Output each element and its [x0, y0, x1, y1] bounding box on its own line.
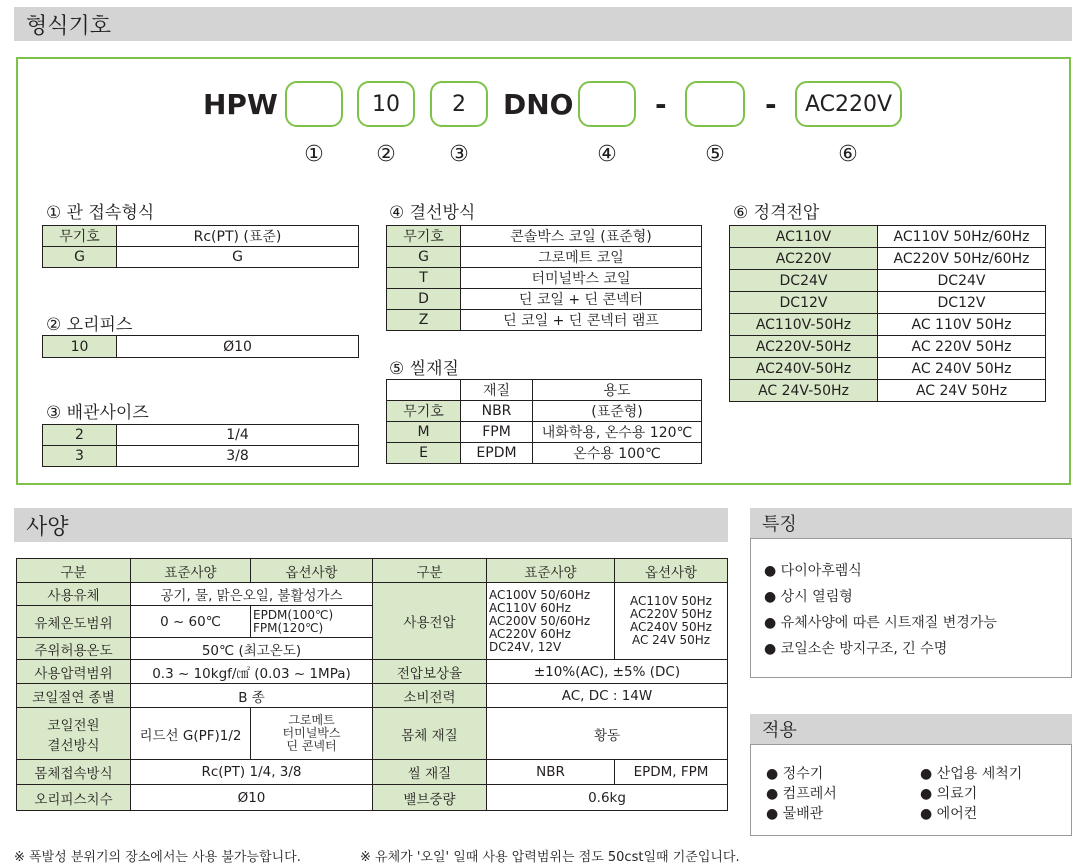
- voltage-opt-line: AC220V 50Hz: [630, 607, 712, 621]
- spec-section-title-bar: [14, 508, 728, 542]
- applications-title: 적용: [762, 720, 797, 741]
- voltage-opt-line: AC 24V 50Hz: [631, 633, 711, 647]
- label-cell: 씰 재질: [373, 760, 487, 785]
- desc-cell: 터미널박스 코일: [461, 268, 702, 289]
- footnote: ※ 폭발성 분위기의 장소에서는 사용 불가능합니다.: [14, 850, 301, 865]
- desc-cell: DC24V: [878, 270, 1046, 292]
- table-row: [43, 336, 359, 358]
- code-cell: 무기호: [387, 401, 461, 422]
- value-cell: 0.3 ~ 10kgf/㎠ (0.03 ~ 1MPa): [131, 660, 373, 684]
- table-row: [387, 247, 702, 268]
- code-cell: AC110V-50Hz: [730, 314, 878, 336]
- value-cell: 50℃ (최고온도): [131, 638, 373, 660]
- desc-cell: AC 110V 50Hz: [878, 314, 1046, 336]
- wiring-title: ④ 결선방식: [389, 203, 476, 223]
- feature-text: 유체사양에 따른 시트재질 변경가능: [780, 615, 997, 631]
- label-line: 결선방식: [47, 737, 100, 754]
- table-row: [43, 247, 359, 268]
- header-cell: 옵션사항: [251, 559, 373, 583]
- application-item: ● 정수기: [766, 766, 824, 782]
- value-cell: 리드선 G(PF)1/2: [131, 708, 251, 760]
- value-cell: ±10%(AC), ±5% (DC): [487, 660, 728, 684]
- desc-cell: Rc(PT) (표준): [117, 226, 359, 247]
- usage-cell: 내화학용, 온수용 120℃: [533, 422, 702, 443]
- features-list-item: ● 유체사양에 따른 시트재질 변경가능: [764, 615, 997, 631]
- code-cell: E: [387, 443, 461, 464]
- table-row: [387, 226, 702, 247]
- table-row: [387, 422, 702, 443]
- table-row: [730, 314, 1046, 336]
- option-line: 딘 콘넥터: [286, 739, 337, 753]
- code-cell: 2: [43, 425, 117, 446]
- value-cell: 0.6kg: [487, 785, 728, 811]
- code-cell: 무기호: [387, 226, 461, 247]
- code-num-3: ③: [449, 142, 469, 167]
- code-cell: DC12V: [730, 292, 878, 314]
- code-slot-5: [685, 81, 745, 127]
- label-cell: 코일절연 종별: [17, 684, 131, 708]
- desc-cell: Ø10: [117, 336, 359, 358]
- table-row: [17, 583, 728, 606]
- table-row: [387, 268, 702, 289]
- features-title-bar: [750, 508, 1072, 538]
- wiring-table: [386, 225, 702, 331]
- voltage-std-line: DC24V, 12V: [489, 639, 562, 654]
- desc-cell: AC 220V 50Hz: [878, 336, 1046, 358]
- material-cell: FPM: [461, 422, 533, 443]
- label-cell: 오리피스치수: [17, 785, 131, 811]
- voltage-table: [729, 225, 1046, 402]
- spec-table: [16, 558, 728, 811]
- application-text: 컴프레서: [782, 786, 837, 802]
- model-section-title: 형식기호: [26, 13, 112, 39]
- feature-text: 다이아후렘식: [780, 563, 862, 579]
- value-cell: B 종: [131, 684, 373, 708]
- header-cell: 옵션사항: [615, 559, 728, 583]
- code-cell: AC240V-50Hz: [730, 358, 878, 380]
- code-cell: G: [387, 247, 461, 268]
- code-cell: T: [387, 268, 461, 289]
- table-row: [17, 660, 728, 684]
- table-row: [730, 248, 1046, 270]
- application-item: ● 물배관: [766, 806, 824, 822]
- value-cell: 공기, 물, 맑은오일, 불활성가스: [131, 583, 373, 606]
- code-slot-6: AC220V: [795, 81, 902, 127]
- code-dash-2: -: [765, 88, 777, 121]
- desc-cell: DC12V: [878, 292, 1046, 314]
- value-cell: 0 ~ 60℃: [131, 606, 251, 638]
- code-num-4: ④: [597, 142, 617, 167]
- code-cell: AC110V: [730, 226, 878, 248]
- label-cell: [17, 708, 131, 760]
- voltage-opt-line: AC240V 50Hz: [630, 620, 712, 634]
- code-cell: G: [43, 247, 117, 268]
- label-cell: 유체온도범위: [17, 606, 131, 638]
- footnote: ※ 유체가 '오일' 일때 사용 압력범위는 점도 50cst일때 기준입니다.: [360, 850, 740, 865]
- header-cell: [387, 380, 461, 401]
- code-slot-2: 10: [357, 81, 415, 127]
- table-row: [387, 443, 702, 464]
- feature-text: 코일소손 방지구조, 긴 수명: [780, 641, 948, 657]
- code-prefix: HPW: [203, 88, 278, 121]
- feature-text: 상시 열림형: [780, 589, 853, 605]
- table-row: [387, 380, 702, 401]
- value-cell: 황동: [487, 708, 728, 760]
- code-cell: Z: [387, 310, 461, 331]
- voltage-opt-line: AC110V 50Hz: [630, 594, 712, 608]
- label-cell: 사용유체: [17, 583, 131, 606]
- voltage-std-line: AC200V 50/60Hz: [489, 613, 591, 628]
- code-cell: AC220V-50Hz: [730, 336, 878, 358]
- value-cell: AC, DC : 14W: [487, 684, 728, 708]
- header-cell: 구분: [17, 559, 131, 583]
- material-cell: NBR: [461, 401, 533, 422]
- application-text: 에어컨: [936, 806, 978, 822]
- application-text: 정수기: [782, 766, 824, 782]
- value-cell: Ø10: [131, 785, 373, 811]
- table-row: [387, 310, 702, 331]
- table-row: [17, 559, 728, 583]
- header-cell: 용도: [533, 380, 702, 401]
- header-cell: 구분: [373, 559, 487, 583]
- voltage-std-line: AC110V 60Hz: [489, 600, 571, 615]
- table-row: [730, 292, 1046, 314]
- seal-title: ⑤ 씰재질: [389, 359, 459, 379]
- table-row: [17, 760, 728, 785]
- pipe-size-table: [42, 424, 359, 467]
- code-cell: 무기호: [43, 226, 117, 247]
- material-cell: EPDM: [461, 443, 533, 464]
- table-row: [43, 226, 359, 247]
- desc-cell: 딘 코일 + 딘 콘넥터 램프: [461, 310, 702, 331]
- desc-cell: 콘솔박스 코일 (표준형): [461, 226, 702, 247]
- option-cell: [251, 708, 373, 760]
- label-cell: 소비전력: [373, 684, 487, 708]
- label-cell: 몸체접속방식: [17, 760, 131, 785]
- table-row: [387, 289, 702, 310]
- code-num-2: ②: [376, 142, 396, 167]
- table-row: [730, 358, 1046, 380]
- label-cell: 밸브중량: [373, 785, 487, 811]
- code-cell: D: [387, 289, 461, 310]
- option-line: EPDM(100℃): [253, 607, 334, 622]
- desc-cell: 3/8: [117, 446, 359, 467]
- option-cell: [251, 606, 373, 638]
- application-item: ● 의료기: [920, 786, 978, 802]
- code-slot-1: [285, 81, 343, 127]
- voltage-std-line: AC220V 60Hz: [489, 626, 571, 641]
- desc-cell: AC 24V 50Hz: [878, 380, 1046, 402]
- code-cell: M: [387, 422, 461, 443]
- application-text: 산업용 세척기: [936, 766, 1023, 782]
- voltage-title: ⑥ 정격전압: [733, 203, 820, 223]
- code-cell: AC220V: [730, 248, 878, 270]
- usage-cell: 온수용 100℃: [533, 443, 702, 464]
- table-row: [730, 336, 1046, 358]
- code-num-5: ⑤: [705, 142, 725, 167]
- code-cell: 10: [43, 336, 117, 358]
- model-section-title-bar: [14, 7, 1072, 41]
- orifice-title: ② 오리피스: [46, 315, 133, 335]
- pipe-size-title: ③ 배관사이즈: [46, 403, 149, 423]
- desc-cell: AC220V 50Hz/60Hz: [878, 248, 1046, 270]
- code-num-1: ①: [304, 142, 324, 167]
- features-list-item: ● 상시 열림형: [764, 589, 853, 605]
- features-list-item: ● 다이아후렘식: [764, 563, 862, 579]
- option-cell: EPDM, FPM: [615, 760, 728, 785]
- table-row: [17, 785, 728, 811]
- voltage-std-cell: [487, 583, 615, 660]
- application-item: ● 컴프레서: [766, 786, 837, 802]
- application-text: 의료기: [936, 786, 978, 802]
- table-row: [730, 270, 1046, 292]
- desc-cell: 1/4: [117, 425, 359, 446]
- code-middle: DNO: [503, 88, 574, 121]
- table-row: [730, 226, 1046, 248]
- header-cell: 재질: [461, 380, 533, 401]
- label-cell: 몸체 재질: [373, 708, 487, 760]
- voltage-opt-cell: [615, 583, 728, 660]
- option-line: 터미널박스: [282, 726, 341, 740]
- option-line: 그로메트: [288, 713, 335, 727]
- table-row: [730, 380, 1046, 402]
- desc-cell: AC110V 50Hz/60Hz: [878, 226, 1046, 248]
- value-cell: NBR: [487, 760, 615, 785]
- usage-cell: (표준형): [533, 401, 702, 422]
- application-text: 물배관: [782, 806, 824, 822]
- code-slot-3: 2: [430, 81, 488, 127]
- desc-cell: AC 240V 50Hz: [878, 358, 1046, 380]
- application-item: ● 에어컨: [920, 806, 978, 822]
- spec-section-title: 사양: [26, 514, 69, 540]
- header-cell: 표준사양: [487, 559, 615, 583]
- application-item: ● 산업용 세척기: [920, 766, 1023, 782]
- value-cell: Rc(PT) 1/4, 3/8: [131, 760, 373, 785]
- label-line: 코일전원: [47, 717, 100, 734]
- code-cell: DC24V: [730, 270, 878, 292]
- seal-table: [386, 379, 702, 464]
- table-row: [43, 446, 359, 467]
- applications-title-bar: [750, 714, 1072, 744]
- table-row: [387, 401, 702, 422]
- features-list-item: ● 코일소손 방지구조, 긴 수명: [764, 641, 948, 657]
- table-row: [17, 708, 728, 760]
- label-cell: 사용전압: [373, 583, 487, 660]
- desc-cell: 그로메트 코일: [461, 247, 702, 268]
- table-row: [17, 684, 728, 708]
- orifice-table: [42, 335, 359, 358]
- code-dash-1: -: [655, 88, 667, 121]
- label-cell: 전압보상율: [373, 660, 487, 684]
- desc-cell: G: [117, 247, 359, 268]
- label-cell: 주위허용온도: [17, 638, 131, 660]
- header-cell: 표준사양: [131, 559, 251, 583]
- label-cell: 사용압력범위: [17, 660, 131, 684]
- code-slot-4: [578, 81, 636, 127]
- code-cell: AC 24V-50Hz: [730, 380, 878, 402]
- pipe-connection-title: ① 관 접속형식: [46, 203, 155, 223]
- code-num-6: ⑥: [838, 142, 858, 167]
- pipe-connection-table: [42, 225, 359, 268]
- features-title: 특징: [762, 514, 797, 535]
- desc-cell: 딘 코일 + 딘 콘넥터: [461, 289, 702, 310]
- voltage-std-line: AC100V 50/60Hz: [489, 587, 591, 602]
- option-line: FPM(120℃): [253, 620, 324, 635]
- table-row: [43, 425, 359, 446]
- code-cell: 3: [43, 446, 117, 467]
